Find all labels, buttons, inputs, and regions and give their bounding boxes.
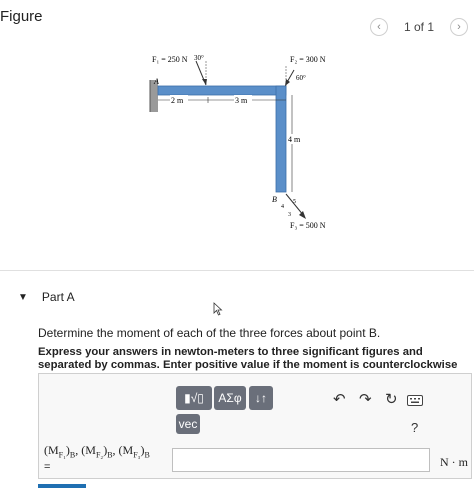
reset-icon[interactable]: ↻: [385, 391, 398, 408]
f1-label: F₁ = 250 N: [152, 55, 188, 64]
prev-figure-button[interactable]: [370, 18, 388, 36]
f3-slope-4: 4: [281, 204, 284, 210]
greek-symbols-button[interactable]: ΑΣφ: [214, 386, 246, 410]
templates-button[interactable]: ▮√▯: [176, 386, 212, 410]
f1-angle: 30°: [194, 54, 204, 62]
point-a-label: A: [154, 77, 159, 86]
point-b-label: B: [272, 195, 277, 204]
figure-pager: [370, 18, 468, 36]
mouse-cursor-icon: [213, 302, 223, 316]
f3-slope-3: 3: [288, 212, 291, 218]
submit-button[interactable]: [38, 484, 86, 488]
answer-input[interactable]: [172, 448, 430, 472]
f3-label: F₃ = 500 N: [290, 221, 326, 230]
horizontal-beam: [158, 86, 286, 95]
f2-angle: 60°: [296, 74, 306, 82]
undo-icon[interactable]: ↶: [333, 391, 346, 408]
redo-icon[interactable]: ↷: [359, 391, 372, 408]
f3-slope-5: 5: [293, 199, 296, 205]
keyboard-icon[interactable]: [407, 395, 423, 406]
next-figure-button[interactable]: [450, 18, 468, 36]
section-divider: [0, 270, 474, 271]
chevron-left-icon: ‹: [377, 21, 381, 33]
pager-text: 1 of 1: [403, 20, 434, 34]
part-a-header[interactable]: [18, 290, 75, 304]
arrows-button[interactable]: ↓↑: [249, 386, 273, 410]
vec-button[interactable]: vec: [176, 414, 200, 434]
equals-sign: =: [44, 461, 51, 473]
chevron-right-icon: ›: [457, 21, 461, 33]
frame-diagram: [140, 46, 350, 240]
dim-2m-label: 2 m: [171, 96, 184, 105]
dim-3m-label: 3 m: [235, 96, 248, 105]
vertical-beam: [276, 86, 286, 192]
help-icon[interactable]: ?: [411, 420, 419, 435]
f3-arrowhead: [299, 211, 306, 219]
answer-label: $(M_{F_1})_B$, $(M_{F_2})_B$, $(M_{F_3})_B$: [44, 443, 150, 460]
collapse-triangle-icon[interactable]: ▼: [18, 291, 28, 303]
part-title: Part A: [41, 290, 75, 304]
dim-4m-label: 4 m: [288, 135, 301, 144]
f2-label: F₂ = 300 N: [290, 55, 326, 64]
units-label: N · m: [440, 455, 468, 469]
question-text: Determine the moment of each of the three forces about point B.: [38, 326, 381, 340]
figure-title: Figure: [0, 8, 43, 25]
instructions-text: Express your answers in newton-meters to three significant figures and separated by commas. Enter positive value if the moment is counterclockwise: [38, 346, 458, 371]
